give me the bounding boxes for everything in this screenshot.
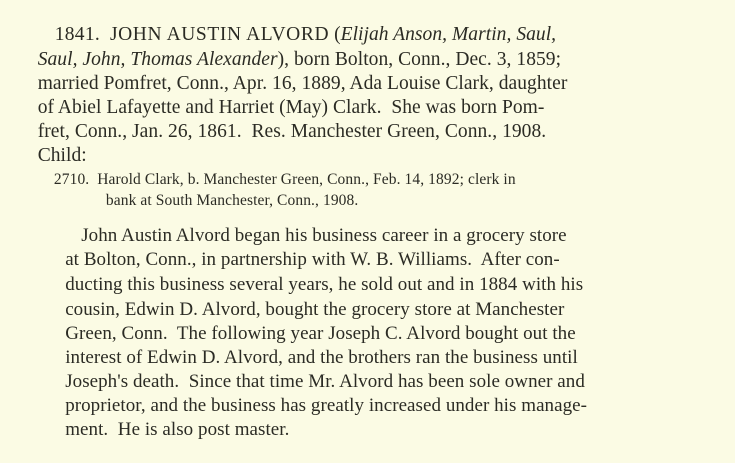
biography-text: cousin, Edwin D. Alvord, bought the grocery store at Manchester: [65, 299, 565, 320]
spouse-birth-residence-text: fret, Conn., Jan. 26, 1861. Res. Manchester Green, Conn., 1908.: [37, 121, 547, 142]
lineage-text-2: Saul, John, Thomas Alexander: [37, 49, 278, 70]
birth-text: , born Bolton, Conn., Dec. 3, 1859;: [284, 49, 562, 70]
biography-line-9: [46, 397, 691, 463]
biography-text: ment. He is also post master.: [65, 419, 290, 440]
lineage-open-paren: (: [334, 24, 341, 45]
biography-text: at Bolton, Conn., in partnership with W. B. Williams. After con-: [65, 249, 560, 270]
biography-text: ducting this business several years, he sold out and in 1884 with his: [65, 274, 584, 295]
spouse-parents-text: of Abiel Lafayette and Harriet (May) Clark. She was born Pom-: [37, 97, 545, 118]
child-occupation: bank at South Manchester, Conn., 1908.: [105, 192, 359, 209]
children-heading: Child:: [37, 145, 87, 166]
entry-number: 1841.: [54, 24, 101, 45]
child-record: 2710. Harold Clark, b. Manchester Green, Conn., Feb. 14, 1892; clerk in: [53, 171, 516, 188]
lineage-text-1: Elijah Anson, Martin, Saul,: [340, 24, 557, 45]
biography-text: John Austin Alvord began his business career in a grocery store: [81, 225, 567, 246]
biography-text: Green, Conn. The following year Joseph C. Alvord bought out the: [65, 323, 576, 344]
biography-text: interest of Edwin D. Alvord, and the brothers ran the business until: [65, 347, 578, 368]
entry-name: JOHN AUSTIN ALVORD: [109, 24, 330, 45]
marriage-text: married Pomfret, Conn., Apr. 16, 1889, Ada Louise Clark, daughter: [37, 73, 568, 94]
biography-text: Joseph's death. Since that time Mr. Alvord has been sole owner and: [65, 371, 585, 392]
lineage-close-paren: ): [277, 49, 285, 70]
biography-text: proprietor, and the business has greatly increased under his manage-: [65, 395, 588, 416]
